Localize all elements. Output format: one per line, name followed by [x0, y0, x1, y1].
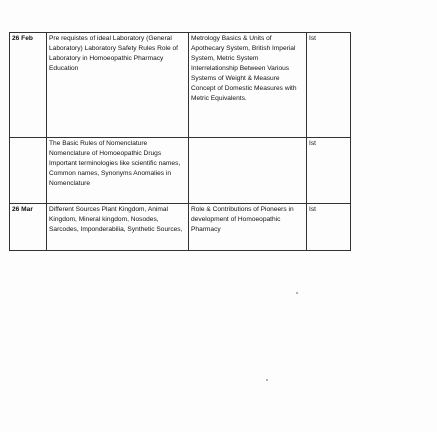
row-date: 26 Mar — [10, 204, 47, 251]
row-date — [10, 138, 47, 204]
table-row — [10, 204, 351, 251]
row-year: Ist — [307, 138, 351, 204]
row-year: Ist — [307, 33, 351, 138]
table-row — [10, 138, 351, 204]
schedule-table — [9, 32, 351, 251]
row-topic-secondary: Metrology Basics & Units of Apothecary System, British Imperial System, Metric System Interrelationship Between Various Systems of Weight & Measure Concept of Domestic Measures with Metric Equivalents. — [189, 33, 307, 138]
scan-speck — [266, 379, 268, 381]
row-topic-secondary: Role & Contributions of Pioneers in development of Homoeopathic Pharmacy — [189, 204, 307, 251]
row-date: 26 Feb — [10, 33, 47, 138]
row-topic-primary: Different Sources Plant Kingdom, Animal Kingdom, Mineral kingdom, Nosodes, Sarcodes, Imponderabilia, Synthetic Sources, — [47, 204, 189, 251]
row-topic-primary: Pre requistes of ideal Laboratory (General Laboratory) Laboratory Safety Rules Role of Laboratory in Homoeopathic Pharmacy Education — [47, 33, 189, 138]
row-year: Ist — [307, 204, 351, 251]
row-topic-secondary — [189, 138, 307, 204]
scan-speck — [296, 292, 298, 294]
table-row — [10, 33, 351, 138]
row-topic-primary: The Basic Rules of Nomenclature Nomenclature of Homoeopathic Drugs Important terminologies like scientific names, Common names, Synonyms Anomalies in Nomenclature — [47, 138, 189, 204]
